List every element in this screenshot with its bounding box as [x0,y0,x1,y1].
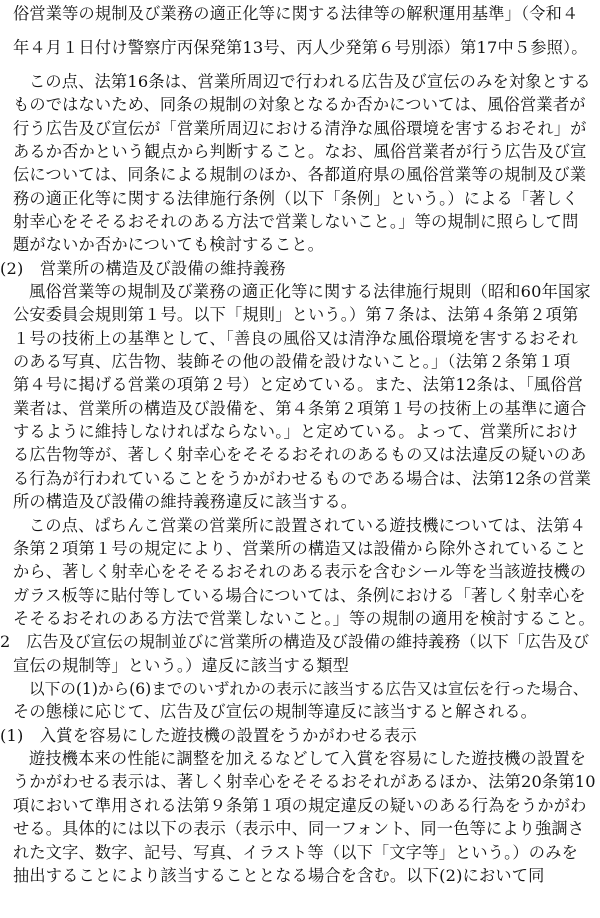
text-line: 務の適正化等に関する法律施行条例（以下「条例」という。）による「著しく [13,189,579,208]
text-line: 俗営業等の規制及び業務の適正化等に関する法律等の解釈運用基準」（令和４ [13,4,579,23]
section-heading: 2 広告及び宣伝の規制並びに営業所の構造及び設備の維持義務（以下「広告及び [0,632,590,651]
paragraph-start-line: この点、ぱちんこ営業の営業所に設置されている遊技機については、法第４ [29,516,586,535]
paragraph-start-line: 風俗営業等の規制及び業務の適正化等に関する法律施行規則（昭和60年国家 [29,282,591,301]
section-heading-continued: 宣伝の規制等」という。）違反に該当する類型 [13,656,350,675]
paragraph-start-line: 以下の(1)から(6)までのいずれかの表示に該当する広告又は宣伝を行った場合、 [29,680,589,698]
text-line: うかがわせる表示は、著しく射幸心をそそるおそれがあるほか、法第20条第10 [13,772,596,791]
paragraph-start-line: この点、法第16条は、営業所周辺で行われる広告及び宣伝のみを対象とする [29,72,591,91]
text-line: 所の構造及び設備の維持義務違反に該当する。 [13,492,358,511]
text-line: 業者は、営業所の構造及び設備を、第４条第２項第１号の技術上の基準に適合 [13,399,587,418]
text-line: せる。具体的には以下の表示（表示中、同一フォント、同一色等により強調さ [13,819,585,838]
subsection-heading: (1) 入賞を容易にした遊技機の設置をうかがわせる表示 [0,726,417,745]
text-line: る広告物等が、著しく射幸心をそそるおそれのあるもの又は法違反の疑いのあ [13,445,587,464]
text-line: る行為が行われていることをうかがわせるものである場合は、法第12条の営業 [13,469,592,488]
text-line: ものではないため、同条の規制の対象となるか否かについては、風俗営業者が [13,95,586,114]
text-line: １号の技術上の基準として、「善良の風俗又は清浄な風俗環境を害するおそれ [13,329,579,348]
text-line: のある写真、広告物、装飾その他の設備を設けないこと。」（法第２条第１項 [13,352,571,371]
text-line: あるか否かという観点から判断すること。なお、風俗営業者が行う広告及び宣 [13,142,587,161]
text-line: 射幸心をそそるおそれのある方法で営業しないこと。」等の規制に照らして問 [13,212,579,231]
text-line: 項において準用される法第９条第１項の規定違反の疑いのある行為をうかがわ [13,796,587,815]
text-line: 公安委員会規則第１号。以下「規則」という。）第７条は、法第４条第２項第 [13,305,579,324]
text-line: そそるおそれのある方法で営業しないこと。」等の規制の適用を検討すること。 [13,609,595,628]
text-line: ガラス板等に貼付等している場合については、条例における「著しく射幸心を [13,586,586,605]
text-line: 条第２項第１号の規定により、営業所の構造又は設備から除外されていること [13,539,587,558]
paragraph-start-line: 遊技機本来の性能に調整を加えるなどして入賞を容易にした遊技機の設置を [29,749,587,768]
text-line: するように維持しなければならない。」と定めている。よって、営業所におけ [13,422,579,441]
text-line: 年４月１日付け警察庁丙保発第13号、丙人少発第６号別添）第17中５参照）。 [13,38,588,57]
text-line: れた文字、数字、記号、写真、イラスト等（以下「文字等」という。）のみを [13,843,578,862]
text-line: 行う広告及び宣伝が「営業所周辺における清浄な風俗環境を害するおそれ」が [13,119,587,138]
text-line: 題がないか否かについても検討すること。 [13,235,325,254]
section-heading: (2) 営業所の構造及び設備の維持義務 [0,259,286,278]
text-line: 伝については、同条による規制のほか、各都道府県の風俗営業等の規制及び業 [13,165,587,184]
text-line: 第４号に掲げる営業の項第２号）と定めている。また、法第12条は、「風俗営 [13,375,584,394]
text-line: 抽出することにより該当することとなる場合を含む。以下(2)において同 [13,866,545,885]
text-line: その態様に応じて、広告及び宣伝の規制等違反に該当すると解される。 [13,702,538,721]
text-line: から、著しく射幸心をそそるおそれのある表示を含むシール等を当該遊技機の [13,562,587,581]
